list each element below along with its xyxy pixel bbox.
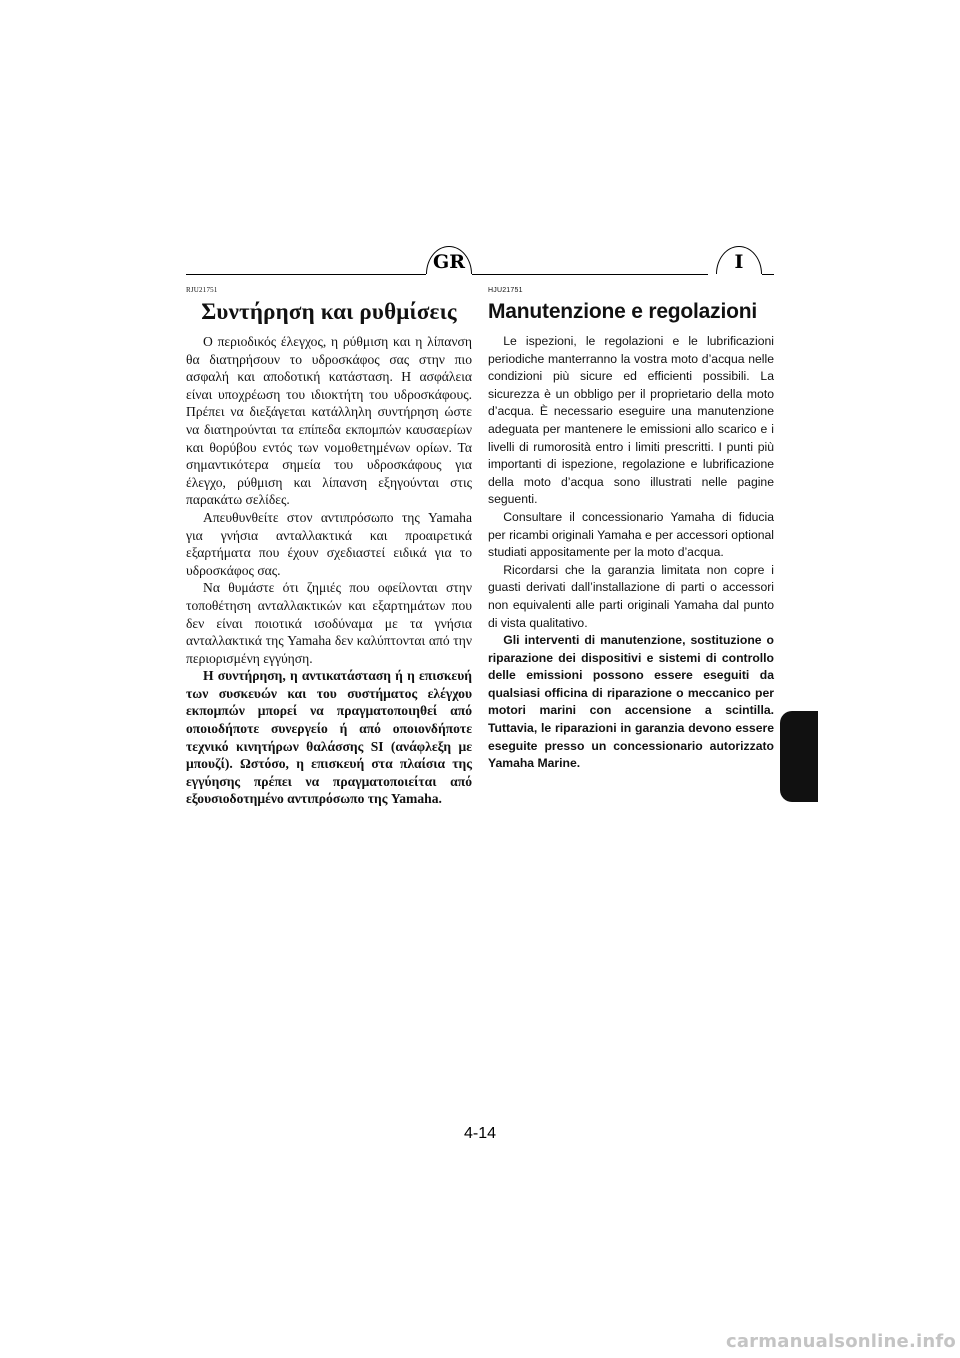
italian-section-title: Manutenzione e regolazioni — [488, 300, 757, 323]
chapter-thumb-tab — [780, 711, 818, 802]
italian-section-code: HJU21751 — [488, 287, 523, 294]
header-rule-middle — [472, 274, 708, 275]
greek-paragraph-3: Να θυμάστε ότι ζημιές που οφείλονται στην τοποθέτηση ανταλλακτικών και εξαρτημάτων που δεν είναι ποιοτικά ισοδύναμα με τα γνήσια ανταλλακτικά της Yamaha δεν καλύπτονται από την περιορισμένη εγγύηση. — [186, 580, 472, 666]
language-badge-greek: GR — [426, 246, 472, 274]
greek-paragraph-2: Απευθυνθείτε στον αντιπρόσωπο της Yamaha για γνήσια ανταλλακτικά και προαιρετικά εξαρτήματα που έχουν σχεδιαστεί ειδικά για το υδροσκάφος σας. — [186, 509, 472, 578]
header-rule-right — [762, 274, 774, 275]
italian-paragraph-4: Gli interventi di manutenzione, sostituzione o riparazione dei dispositivi e sistemi di controllo delle emissioni possono essere eseguiti da qualsiasi officina di riparazione o meccanico per motori marini con accensione a scintilla. Tuttavia, le riparazioni in garanzia devono essere eseguite presso un concessionario autorizzato Yamaha Marine. — [488, 633, 774, 771]
language-badge-italian: I — [716, 246, 762, 274]
italian-column — [488, 286, 774, 773]
greek-paragraph-4: Η συντήρηση, η αντικατάσταση ή η επισκευή των συσκευών και του συστήματος ελέγχου εκπομπών μπορεί να πραγματοποιηθεί από οποιοδήποτε συνεργείο ή από οποιονδήποτε τεχνικό κινητήρων θαλάσσης SI (ανάφλεξη με μπουζί). Ωστόσο, η επισκευή στα πλαίσια της εγγύησης πρέπει να πραγματοποιείται από εξουσιοδοτημένο αντιπρόσωπο της Yamaha. — [186, 668, 472, 807]
header-rule-left — [186, 274, 426, 275]
italian-paragraph-2: Consultare il concessionario Yamaha di fiducia per ricambi originali Yamaha e per accessori optional studiati appositamente per la moto d’acqua. — [488, 509, 774, 560]
page-number: 4-14 — [463, 1125, 497, 1142]
greek-paragraph-1: Ο περιοδικός έλεγχος, η ρύθμιση και η λίπανση θα διατηρήσουν το υδροσκάφος σας στην πιο ασφαλή και αποδοτική κατάσταση. Η ασφάλεια είναι υποχρέωση του ιδιοκτήτη του υδροσκάφους. Πρέπει να διεξάγεται κατάλληλη συντήρηση ώστε να διατηρούνται τα επίπεδα εκπομπών καυσαερίων και θορύβου εντός των νομοθετημένων ορίων. Τα σημαντικότερα σημεία του υδροσκάφους για έλεγχο, ρύθμιση και λίπανση εξηγούνται στις παρακάτω σελίδες. — [186, 334, 472, 508]
greek-body — [186, 333, 472, 808]
greek-column — [186, 286, 472, 808]
greek-section-title: Συντήρηση και ρυθμίσεις — [201, 299, 457, 324]
italian-body — [488, 333, 774, 773]
italian-paragraph-1: Le ispezioni, le regolazioni e le lubrificazioni periodiche manterranno la vostra moto d’acqua nelle condizioni più sicure ed efficienti possibili. La sicurezza è un obbligo per il proprietario della moto d’acqua. È necessario eseguire una manutenzione adeguata per mantenere le emissioni allo scarico e i livelli di rumorosità entro i limiti prescritti. I punti più importanti di ispezione, regolazione e lubrificazione della moto d’acqua sono illustrati nelle pagine seguenti. — [488, 334, 774, 507]
greek-section-code: RJU21751 — [186, 286, 218, 294]
italian-paragraph-3: Ricordarsi che la garanzia limitata non copre i guasti derivati dall’installazione di parti o accessori non equivalenti alle parti originali Yamaha dal punto di vista qualitativo. — [488, 562, 774, 630]
watermark: carmanualsonline.info — [725, 1331, 956, 1352]
